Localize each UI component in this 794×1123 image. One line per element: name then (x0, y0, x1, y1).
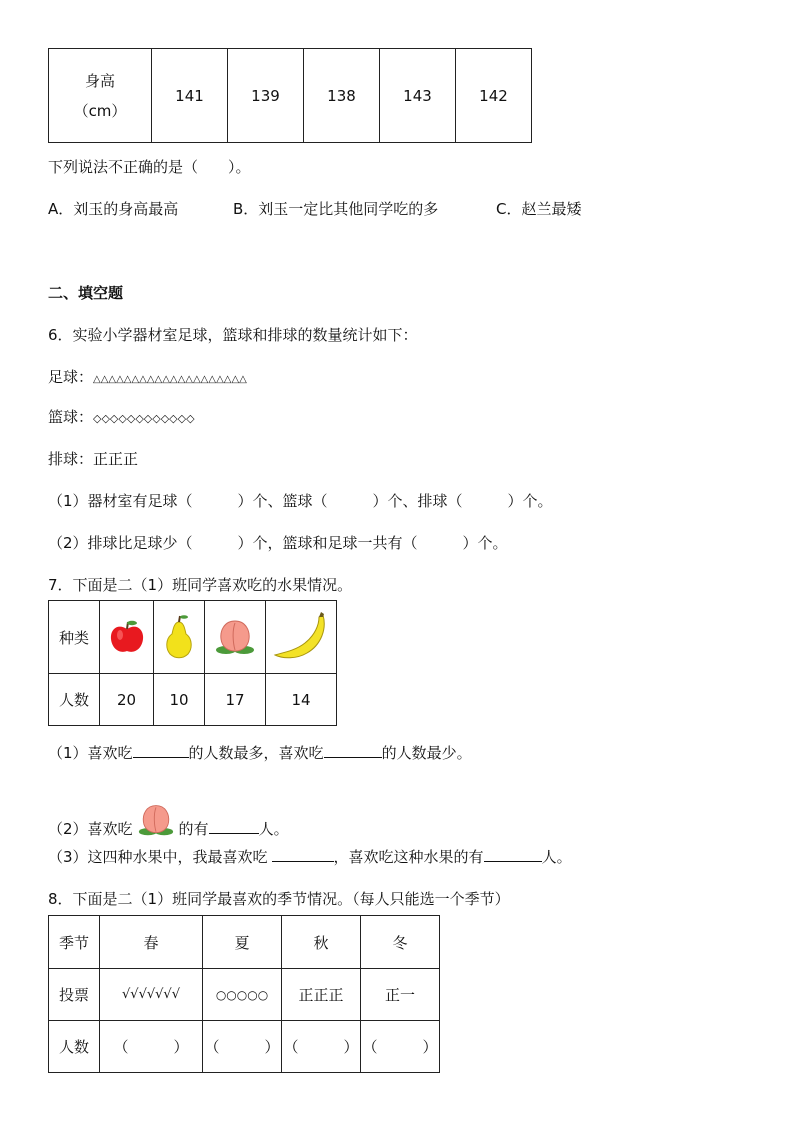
q6-sub1: （1）器材室有足球（ ）个、篮球（ ）个、排球（ ）个。 (48, 492, 553, 510)
q6-basketball-row (48, 406, 195, 427)
q7-sub1: （1）喜欢吃 的人数最多，喜欢吃 的人数最少。 (48, 744, 472, 762)
answer-blank[interactable] (484, 847, 542, 862)
count-blank[interactable]: （ ） (100, 1021, 203, 1073)
count-blank[interactable]: （ ） (361, 1021, 440, 1073)
height-value: 138 (304, 49, 380, 143)
q7-stem: 7．下面是二（1）班同学喜欢吃的水果情况。 (48, 576, 353, 594)
peach-cell (205, 601, 266, 674)
football-label: 足球： (48, 368, 94, 386)
q6-stem: 6．实验小学器材室足球，篮球和排球的数量统计如下： (48, 326, 418, 344)
triangle-icons: △△△△△△△△△△△△△△△△△△△△ (93, 374, 247, 385)
height-value: 141 (152, 49, 228, 143)
banana-cell (266, 601, 337, 674)
height-value: 143 (380, 49, 456, 143)
fruit-count: 17 (205, 674, 266, 726)
height-row-label: 身高 （cm） (49, 49, 152, 143)
answer-blank[interactable] (133, 743, 189, 758)
tally-marks: 正正正 (93, 450, 139, 468)
season-header: 季节 (49, 916, 100, 969)
season-header: 夏 (203, 916, 282, 969)
pear-cell (154, 601, 205, 674)
section-title: 二、填空题 (48, 284, 124, 302)
season-header: 冬 (361, 916, 440, 969)
answer-blank[interactable] (324, 743, 382, 758)
fruit-table (48, 600, 337, 726)
fruit-type-label: 种类 (49, 601, 100, 674)
vote-marks: 正正正 (282, 969, 361, 1021)
q5-option-c: C．赵兰最矮 (496, 200, 582, 218)
vote-marks: √√√√√√√ (100, 969, 203, 1021)
answer-blank[interactable] (272, 847, 334, 862)
vote-marks: 正一 (361, 969, 440, 1021)
peach-icon (135, 802, 177, 838)
fruit-count: 20 (100, 674, 154, 726)
banana-icon (271, 611, 331, 663)
height-value: 142 (456, 49, 532, 143)
q5-option-a: A．刘玉的身高最高 (48, 200, 179, 218)
fruit-count-label: 人数 (49, 674, 100, 726)
q5-question: 下列说法不正确的是（ ）。 (48, 158, 251, 176)
votes-label: 投票 (49, 969, 100, 1021)
count-blank[interactable]: （ ） (203, 1021, 282, 1073)
season-table (48, 915, 440, 1073)
q6-sub2: （2）排球比足球少（ ）个，篮球和足球一共有（ ）个。 (48, 534, 508, 552)
peach-icon (212, 617, 258, 657)
answer-blank[interactable] (209, 819, 259, 834)
basketball-label: 篮球： (48, 408, 94, 426)
apple-cell (100, 601, 154, 674)
season-header: 秋 (282, 916, 361, 969)
volleyball-label: 排球： (48, 450, 94, 468)
q6-volleyball-row (48, 448, 138, 469)
q5-option-b: B．刘玉一定比其他同学吃的多 (233, 200, 439, 218)
pear-icon (162, 614, 196, 660)
q7-sub3: （3）这四种水果中，我最喜欢吃 ，喜欢吃这种水果的有 人。 (48, 848, 572, 866)
count-blank[interactable]: （ ） (282, 1021, 361, 1073)
vote-marks: ○○○○○ (203, 969, 282, 1021)
diamond-icons: ◇◇◇◇◇◇◇◇◇◇◇◇ (93, 412, 195, 425)
count-label: 人数 (49, 1021, 100, 1073)
height-table (48, 48, 532, 143)
q8-stem: 8．下面是二（1）班同学最喜欢的季节情况。（每人只能选一个季节） (48, 890, 510, 908)
q6-football-row (48, 366, 247, 387)
season-header: 春 (100, 916, 203, 969)
apple-icon (108, 619, 146, 655)
fruit-count: 14 (266, 674, 337, 726)
fruit-count: 10 (154, 674, 205, 726)
height-value: 139 (228, 49, 304, 143)
q7-sub2: （2）喜欢吃 的有 人。 (48, 802, 289, 839)
